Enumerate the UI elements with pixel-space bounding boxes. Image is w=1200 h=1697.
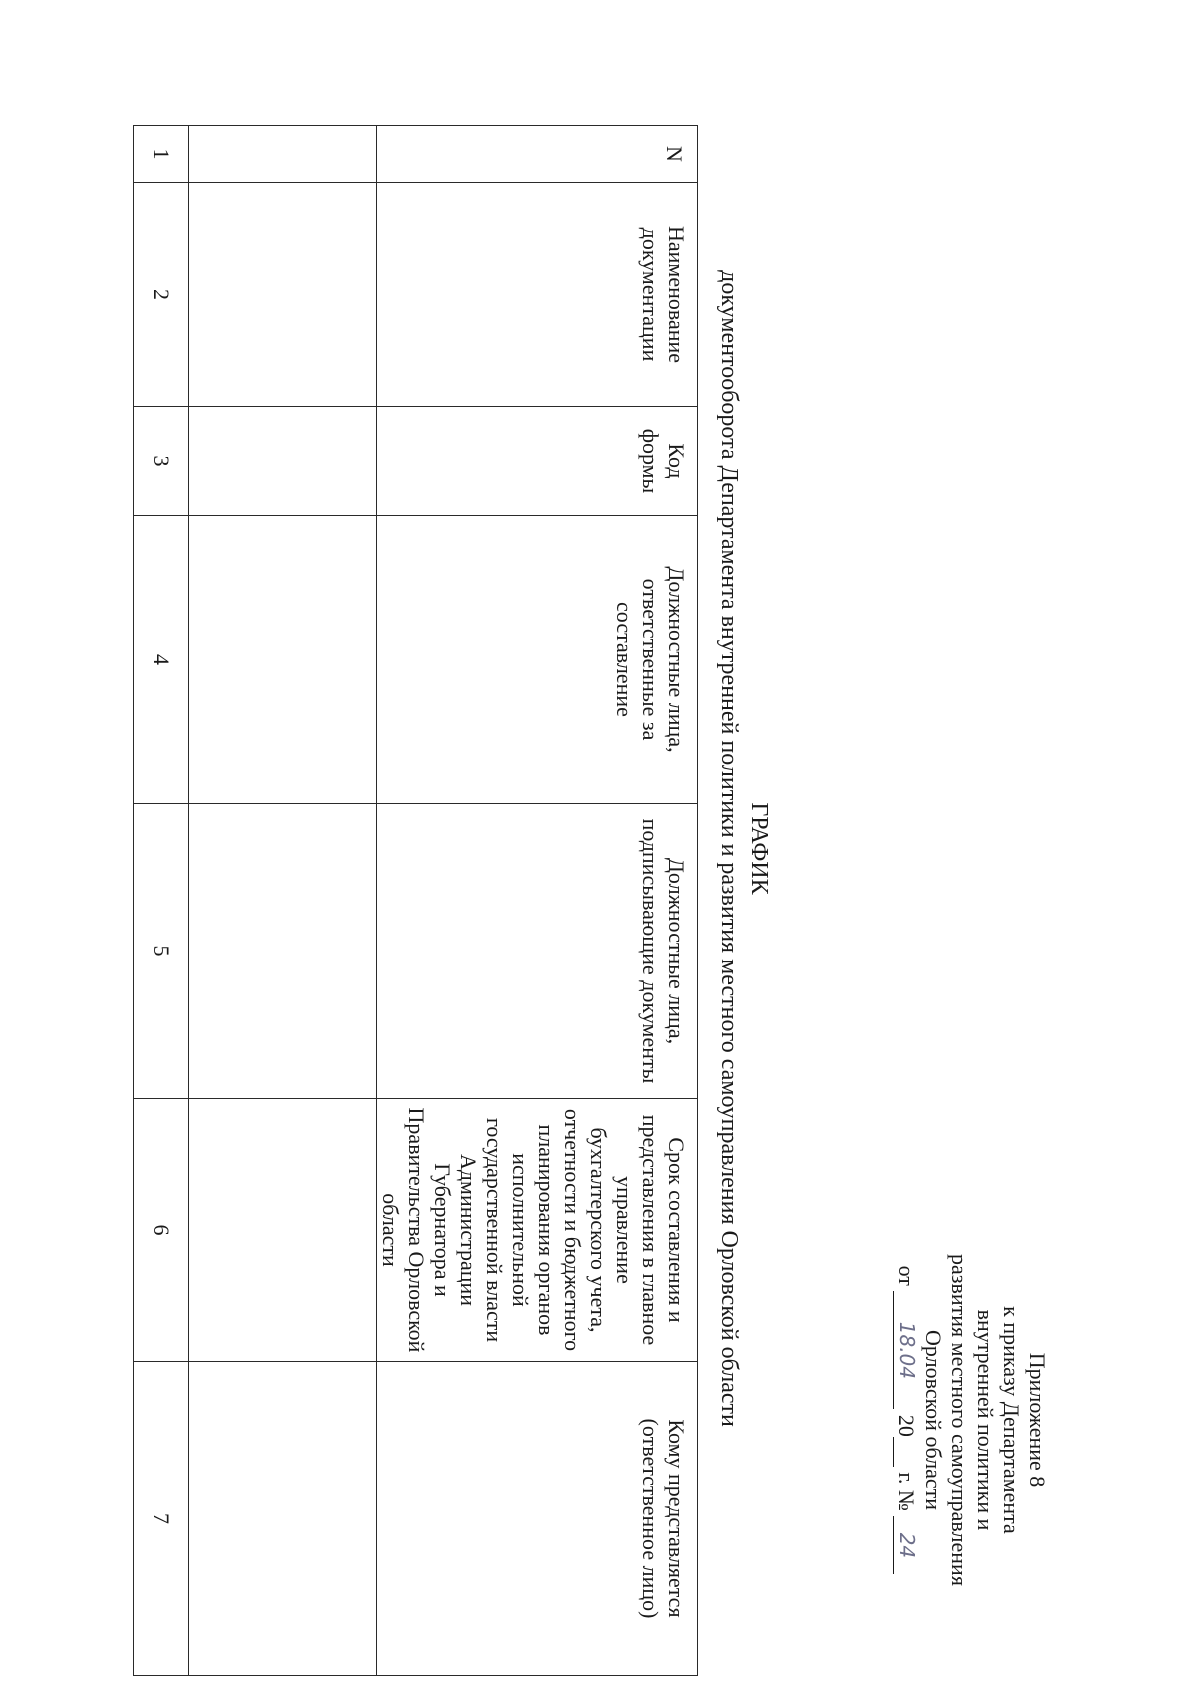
header-cell-n: N xyxy=(377,126,698,183)
column-number-cell: 7 xyxy=(134,1362,189,1676)
table-cell xyxy=(189,407,377,516)
date-handwritten: 18.04 xyxy=(893,1291,920,1409)
appendix-line-2: к приказу Департамента xyxy=(999,1306,1024,1534)
year-blank xyxy=(893,1437,920,1467)
appendix-line-1: Приложение 8 xyxy=(1025,1352,1050,1488)
header-cell-deadline: Срок составления и представления в главное управление бухгалтерского учета, отчетности и бюджетного планирования органов исполнительной государственной власти Администрации Губернатора и Правительства Орловской области xyxy=(377,1099,698,1362)
date-prefix: от xyxy=(894,1265,919,1286)
table-row xyxy=(189,126,377,1676)
column-number-cell: 3 xyxy=(134,407,189,516)
appendix-block xyxy=(893,1240,1050,1600)
table-cell xyxy=(189,126,377,183)
column-number-cell: 2 xyxy=(134,183,189,407)
number-handwritten: 24 xyxy=(893,1516,920,1574)
appendix-date-line xyxy=(893,1240,920,1600)
appendix-line-5: Орловской области xyxy=(921,1330,946,1510)
header-cell-code: Код формы xyxy=(377,407,698,516)
table-cell xyxy=(189,1362,377,1676)
header-cell-name: Наименование документации xyxy=(377,183,698,407)
column-number-cell: 5 xyxy=(134,804,189,1099)
appendix-line-3: внутренней политики и xyxy=(973,1309,998,1531)
table-header-row xyxy=(377,126,698,1676)
document-title: ГРАФИК xyxy=(746,802,772,895)
table-cell xyxy=(189,1099,377,1362)
header-cell-signers: Должностные лица, подписывающие документы xyxy=(377,804,698,1099)
appendix-line-4: развития местного самоуправления xyxy=(947,1254,972,1586)
table-cell xyxy=(189,804,377,1099)
schedule-table xyxy=(133,125,698,1676)
column-number-row xyxy=(134,126,189,1676)
table-cell xyxy=(189,183,377,407)
column-number-cell: 4 xyxy=(134,516,189,804)
header-cell-responsible: Должностные лица, ответственные за составление xyxy=(377,516,698,804)
document-subtitle: документооборота Департамента внутренней политики и развития местного самоуправления Орловской области xyxy=(716,270,742,1427)
column-number-cell: 1 xyxy=(134,126,189,183)
table-cell xyxy=(189,516,377,804)
number-prefix: г. № xyxy=(894,1472,919,1511)
year-prefix: 20 xyxy=(894,1414,919,1437)
column-number-cell: 6 xyxy=(134,1099,189,1362)
header-cell-recipient: Кому представляется (ответственное лицо) xyxy=(377,1362,698,1676)
